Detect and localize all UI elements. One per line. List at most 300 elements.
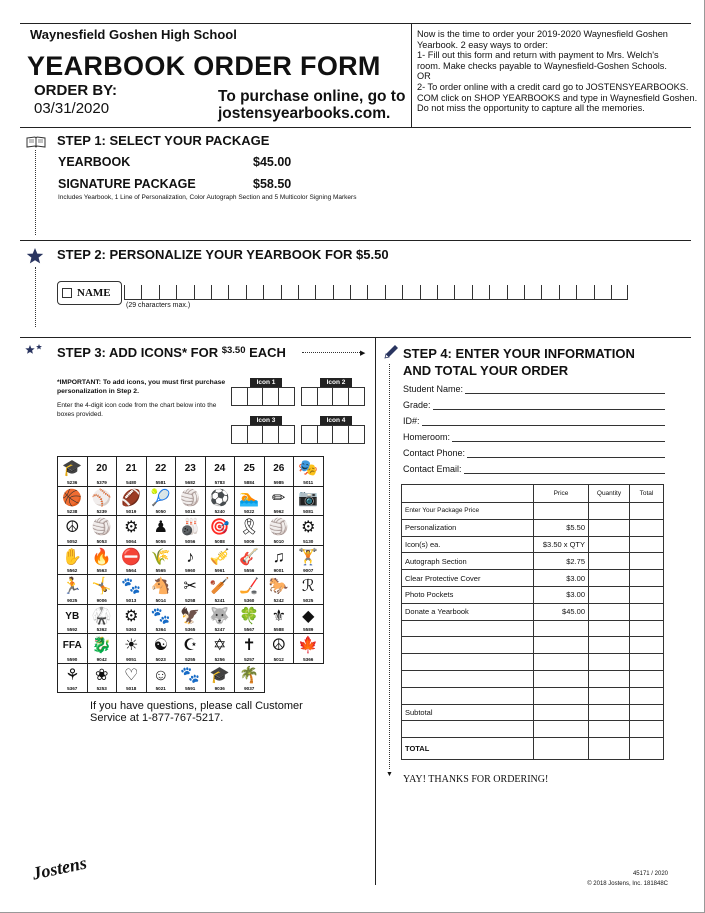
icon-code: 5238 [67,509,78,514]
icon-glyph: ♡ [124,666,139,684]
icon-cell [88,575,118,605]
total-cell[interactable] [630,536,664,553]
icon-cell [206,516,236,546]
max-characters-note: (29 characters max.) [126,302,191,309]
name-label: NAME [77,287,111,299]
name-character-boxes[interactable] [124,285,628,300]
yearbook-option[interactable]: YEARBOOK [58,155,131,169]
row-price: $45.00 [534,603,589,620]
icon-glyph: 🐺 [209,607,230,625]
icon-glyph: 🎳 [180,519,201,536]
intro-line: 2- To order online with a credit card go to JOSTENSYEARBOOKS. [417,81,689,92]
icon-glyph: 🎸 [239,548,260,566]
icon-code: 5363 [126,627,137,632]
icon-code: 9025 [67,597,78,603]
icon-cell [147,487,177,517]
icon-cell [176,487,206,517]
school-name: Waynesfield Goshen High School [30,27,237,42]
row-label [402,687,534,704]
icon-code: 5240 [214,509,225,514]
icon-cell [117,487,147,517]
icon-cell [206,605,236,635]
yearbook-price: $45.00 [253,155,292,169]
icon-cell [58,605,88,635]
row-label: TOTAL [402,738,534,760]
total-cell[interactable] [630,570,664,587]
icon-glyph: 🎓 [209,666,230,684]
icon-code: 5360 [244,597,255,603]
icon-cell [265,634,295,664]
icon-cell [88,516,118,546]
icon-cell [58,457,88,487]
icon-glyph: 🏏 [209,578,230,595]
icon-glyph: ☪ [183,637,198,654]
icon-glyph: ⚜ [271,607,286,625]
icon-code: 5050 [155,509,166,514]
icon-glyph: 🤸 [91,578,112,595]
icon-code: 5053 [96,538,107,544]
icon-cell [117,664,147,694]
icon-code: 5783 [214,479,225,485]
intro-line: COM click on SHOP YEARBOOKS and type in Waynesfield Goshen. [417,92,698,103]
book-icon [26,136,46,148]
total-cell[interactable] [630,721,664,738]
intro-line: Do not miss the opportunity to capture all the memories. [417,103,645,114]
row-label: Subtotal [402,704,534,721]
intro-line: 1- Fill out this form and return with payment to Mrs. Welch's [417,50,659,61]
icon-cell [294,634,324,664]
icon-code: 5962 [273,509,284,514]
total-cell[interactable] [630,519,664,536]
icon-code: 5362 [96,627,107,632]
icon-cell [235,487,265,517]
row-label [402,654,534,671]
online-line-2: jostensyearbooks.com. [218,105,391,122]
icon-glyph: 🎗 [239,519,260,536]
row-label [402,637,534,654]
step2-heading: STEP 2: PERSONALIZE YOUR YEARBOOK FOR $5.50 [57,247,389,262]
step3-heading-text: STEP 3: ADD ICONS* FOR [57,345,219,360]
icon-cell [58,546,88,576]
icon-4-label: Icon 4 [320,416,352,425]
quantity-cell[interactable] [589,519,630,536]
icon-glyph: ❀ [95,666,109,684]
icon-glyph: ☮ [65,519,80,536]
row-label: Enter Your Package Price [402,503,534,520]
icon-glyph: ☺ [152,666,169,684]
intro-text [417,29,699,114]
step3-rule [20,337,691,338]
icon-code: 5025 [303,597,314,603]
icon-code: 5247 [214,627,225,632]
icon-code: 5018 [126,686,137,691]
icon-cell [206,575,236,605]
icon-cell [147,546,177,576]
icon-code: 5367 [67,686,78,691]
icon-glyph: ⛔ [121,548,142,566]
icon-code: 5985 [273,479,284,485]
icon-code: 5241 [214,597,225,603]
icon-cell [117,546,147,576]
table-header-row [402,485,664,503]
icon-cell [206,664,236,694]
id-field[interactable] [403,416,665,426]
icon-glyph: FFA [62,640,82,651]
icon-code: 5255 [185,656,196,662]
icon-code: 9006 [96,597,107,603]
row-price: $3.50 x QTY [534,536,589,553]
icon-cell [58,634,88,664]
icon-glyph: ♪ [186,548,195,566]
icon-code: 5013 [126,597,137,603]
icon-glyph: 🌴 [239,666,260,684]
step3-heading-each: EACH [249,345,286,360]
icon-glyph: 🐎 [268,578,289,595]
step1-rule [20,127,691,128]
icon-glyph: ✋ [62,548,83,566]
icon-cell [235,664,265,694]
row-label [402,721,534,738]
icon-glyph: ✂ [183,578,197,595]
contact-phone-field[interactable] [403,448,665,458]
icon-code: 5014 [155,597,166,603]
intro-line: Yearbook. 2 easy ways to order: [417,39,548,50]
icon-cell [117,516,147,546]
online-line-1: To purchase online, go to [218,88,406,105]
field-label: Contact Phone: [403,448,466,458]
field-label: Grade: [403,400,431,410]
icon-code: 5364 [155,627,166,632]
package-note: Includes Yearbook, 1 Line of Personalization, Color Autograph Section and 5 Multicolor Signing Markers [58,194,357,201]
icon-code: 5012 [273,656,284,662]
row-price [534,654,589,671]
icon-cell [206,634,236,664]
icon-cell [88,634,118,664]
icon-cell [235,634,265,664]
icon-glyph: ⚙ [301,519,316,536]
signature-package-price: $58.50 [253,177,292,191]
row-price: $5.50 [534,519,589,536]
icon-code: 5019 [126,509,137,514]
icon-glyph: ✝ [242,637,256,654]
order-by-label: ORDER BY: [34,82,118,99]
icon-glyph: 🏐 [91,519,112,536]
row-label: Icon(s) ea. [402,536,534,553]
icon-glyph: 🎭 [298,460,319,477]
quantity-cell[interactable] [589,704,630,721]
icon-cell [88,457,118,487]
icon-cell [176,634,206,664]
icon-glyph: 🏐 [268,519,289,536]
quantity-cell[interactable] [589,536,630,553]
icon-glyph: ⚘ [65,666,80,684]
enter-icon-code-note: Enter the 4-digit icon code from the chart below into the boxes provided. [57,402,217,418]
icon-code: 5682 [185,479,196,485]
total-cell[interactable] [630,704,664,721]
icon-cell [147,634,177,664]
icon-code: 5256 [214,656,225,662]
dotted-connector [389,364,390,769]
icon-code: 5236 [67,479,78,485]
table-row [402,654,664,671]
icon-glyph: 26 [273,463,285,474]
quantity-cell[interactable] [589,603,630,620]
intro-line: Now is the time to order your 2019-2020 Waynesfield Goshen [417,29,668,39]
table-row [402,536,664,553]
icon-cell [265,546,295,576]
quantity-cell[interactable] [589,654,630,671]
icon-2-label: Icon 2 [320,378,352,387]
icon-cell [117,605,147,635]
icon-cell [206,487,236,517]
icon-price: $3.50 [221,345,246,356]
step3-4-divider [375,337,376,885]
table-row [402,570,664,587]
icon-glyph: 🎯 [209,519,230,536]
icon-glyph: 🏊 [239,489,260,507]
table-row [402,721,664,738]
icon-glyph: 🏃 [62,578,83,595]
icon-code: 5022 [244,509,255,514]
quantity-cell[interactable] [589,637,630,654]
total-cell[interactable] [630,738,664,760]
order-by-date: 03/31/2020 [34,100,110,117]
icon-glyph: ☯ [153,637,168,654]
star-icon [26,247,44,265]
icon-code: 5055 [155,538,166,544]
total-cell[interactable] [630,687,664,704]
total-cell[interactable] [630,670,664,687]
icon-code: 5588 [273,627,284,632]
icon-code: 5010 [273,538,284,544]
quantity-cell[interactable] [589,738,630,760]
icon-cell [58,664,88,694]
icon-code: 5009 [244,538,255,544]
table-row [402,553,664,570]
total-cell[interactable] [630,503,664,520]
icon-code: 5258 [185,597,196,603]
icon-code: 5379 [96,479,107,485]
icon-code: 9051 [126,656,137,662]
icon-cell [176,516,206,546]
row-label: Personalization [402,519,534,536]
important-note: *IMPORTANT: To add icons, you must first purchase personalization in Step 2. [57,379,226,395]
icon-cell [235,575,265,605]
icon-glyph: 🍀 [239,607,260,625]
step2-rule [20,240,691,241]
dotted-connector [35,150,36,235]
icon-cell [58,487,88,517]
icon-code: 9036 [214,686,225,691]
row-label [402,670,534,687]
step4-heading-line-2: AND TOTAL YOUR ORDER [403,363,569,378]
icon-cell [58,516,88,546]
row-price [534,637,589,654]
icon-glyph: ◆ [302,607,315,625]
icon-glyph: 22 [155,463,167,474]
table-row [402,586,664,603]
icon-code: 5581 [155,479,166,485]
row-price [534,620,589,637]
icon-code: 5056 [185,538,196,544]
contact-email-field[interactable] [403,464,665,474]
table-row [402,620,664,637]
grade-field[interactable] [403,400,665,410]
signature-package-option[interactable]: SIGNATURE PACKAGE [58,177,196,191]
icon-glyph: ♟ [153,519,168,536]
column-header [402,485,534,503]
table-row [402,670,664,687]
quantity-cell[interactable] [589,670,630,687]
icon-cell [176,457,206,487]
icon-glyph: 🐉 [91,637,112,654]
dotted-connector [35,267,36,327]
top-rule [20,23,691,24]
icon-glyph: YB [65,610,80,622]
quantity-cell[interactable] [589,721,630,738]
icon-cell [88,664,118,694]
icon-3-label: Icon 3 [250,416,282,425]
icon-glyph: 🦅 [180,607,201,625]
icon-cell [265,457,295,487]
icon-glyph: 🏐 [180,489,201,507]
icon-glyph: ⚽ [209,489,230,507]
icon-code: 5253 [96,686,107,691]
homeroom-field[interactable] [403,432,665,442]
column-header: Price [534,485,589,503]
table-row [402,603,664,620]
total-cell[interactable] [630,603,664,620]
quantity-cell[interactable] [589,586,630,603]
row-price [534,687,589,704]
table-row [402,704,664,721]
quantity-cell[interactable] [589,503,630,520]
total-cell[interactable] [630,637,664,654]
intro-line: OR [417,71,431,82]
icon-code: 5563 [96,568,107,573]
icon-glyph: ☀ [124,637,139,654]
step4-heading-line-1: STEP 4: ENTER YOUR INFORMATION [403,346,635,361]
intro-line: room. Make checks payable to Waynesfield-Goshen Schools. [417,60,667,71]
row-label: Autograph Section [402,553,534,570]
quantity-cell[interactable] [589,620,630,637]
icon-cell [88,546,118,576]
icon-glyph: 25 [243,463,255,474]
icon-glyph: 24 [214,463,226,474]
pencil-icon [382,343,400,361]
icon-cell [235,546,265,576]
step3-heading [57,345,286,360]
icon-glyph: 20 [96,463,108,474]
total-cell[interactable] [630,620,664,637]
icon-cell [147,664,177,694]
icon-cell [294,546,324,576]
student-name-field[interactable] [403,384,665,394]
icon-glyph: 21 [125,463,137,474]
quantity-cell[interactable] [589,687,630,704]
quantity-cell[interactable] [589,553,630,570]
icon-code: 5011 [303,479,314,485]
field-label: Homeroom: [403,432,451,442]
table-row [402,503,664,520]
icon-code: 5590 [67,656,78,662]
icon-glyph: 🎓 [62,460,83,477]
arrow-down-icon: ▼ [386,771,393,778]
icon-glyph: 🔥 [91,548,112,566]
icon-cell [206,546,236,576]
icon-glyph: 🐾 [150,607,171,625]
total-cell[interactable] [630,553,664,570]
icon-code: 5589 [303,627,314,632]
quantity-cell[interactable] [589,570,630,587]
icon-code: 5567 [244,627,255,632]
icon-code: 5592 [67,627,78,632]
icon-cell [235,516,265,546]
icon-cell [147,605,177,635]
icon-glyph: 🏈 [121,489,142,507]
icon-code: 5052 [67,538,78,544]
icon-cell [88,487,118,517]
icon-code: 5884 [244,479,255,485]
name-checkbox[interactable] [57,281,122,305]
row-price [534,503,589,520]
icon-cell [294,487,324,517]
icon-glyph: 🥋 [91,607,112,625]
arrow-right-icon: ▶ [360,350,366,357]
field-label: Student Name: [403,384,464,394]
icon-cell [265,575,295,605]
icon-cell [265,487,295,517]
icon-cell [294,516,324,546]
total-cell[interactable] [630,654,664,671]
footer-codes [587,869,668,889]
icon-cell [117,634,147,664]
icon-cell [294,605,324,635]
icon-glyph: ✡ [213,637,227,654]
icon-code: 5081 [303,509,314,514]
icon-code: 5239 [96,509,107,514]
icon-glyph: 🐴 [150,578,171,595]
icon-glyph: 23 [184,463,196,474]
icon-glyph: ⚙ [124,519,139,536]
online-purchase-text [218,88,418,122]
icon-code: 5591 [185,686,196,691]
total-cell[interactable] [630,586,664,603]
row-label: Donate a Yearbook [402,603,534,620]
icon-code: 9042 [96,656,107,662]
row-price: $2.75 [534,553,589,570]
icon-code: 5960 [185,568,196,573]
jostens-logo: Jostens [30,852,89,884]
icon-code: 9007 [303,568,314,573]
icon-glyph: 🎾 [150,489,171,507]
icon-glyph: 🏒 [239,578,260,595]
icon-cell [117,457,147,487]
customer-service-note: If you have questions, please call Customer Service at 1-877-767-5217. [90,700,303,724]
icon-cell [176,605,206,635]
icon-code: 5064 [126,538,137,544]
checkbox-icon[interactable] [62,288,72,298]
column-header: Quantity [589,485,630,503]
icon-glyph: ⚙ [124,607,139,625]
icon-cell [176,575,206,605]
icon-chart [57,456,324,693]
column-header: Total [630,485,664,503]
icon-glyph: ☮ [271,637,286,654]
row-label [402,620,534,637]
field-label: ID#: [403,416,420,426]
icon-glyph: ℛ [301,578,315,595]
